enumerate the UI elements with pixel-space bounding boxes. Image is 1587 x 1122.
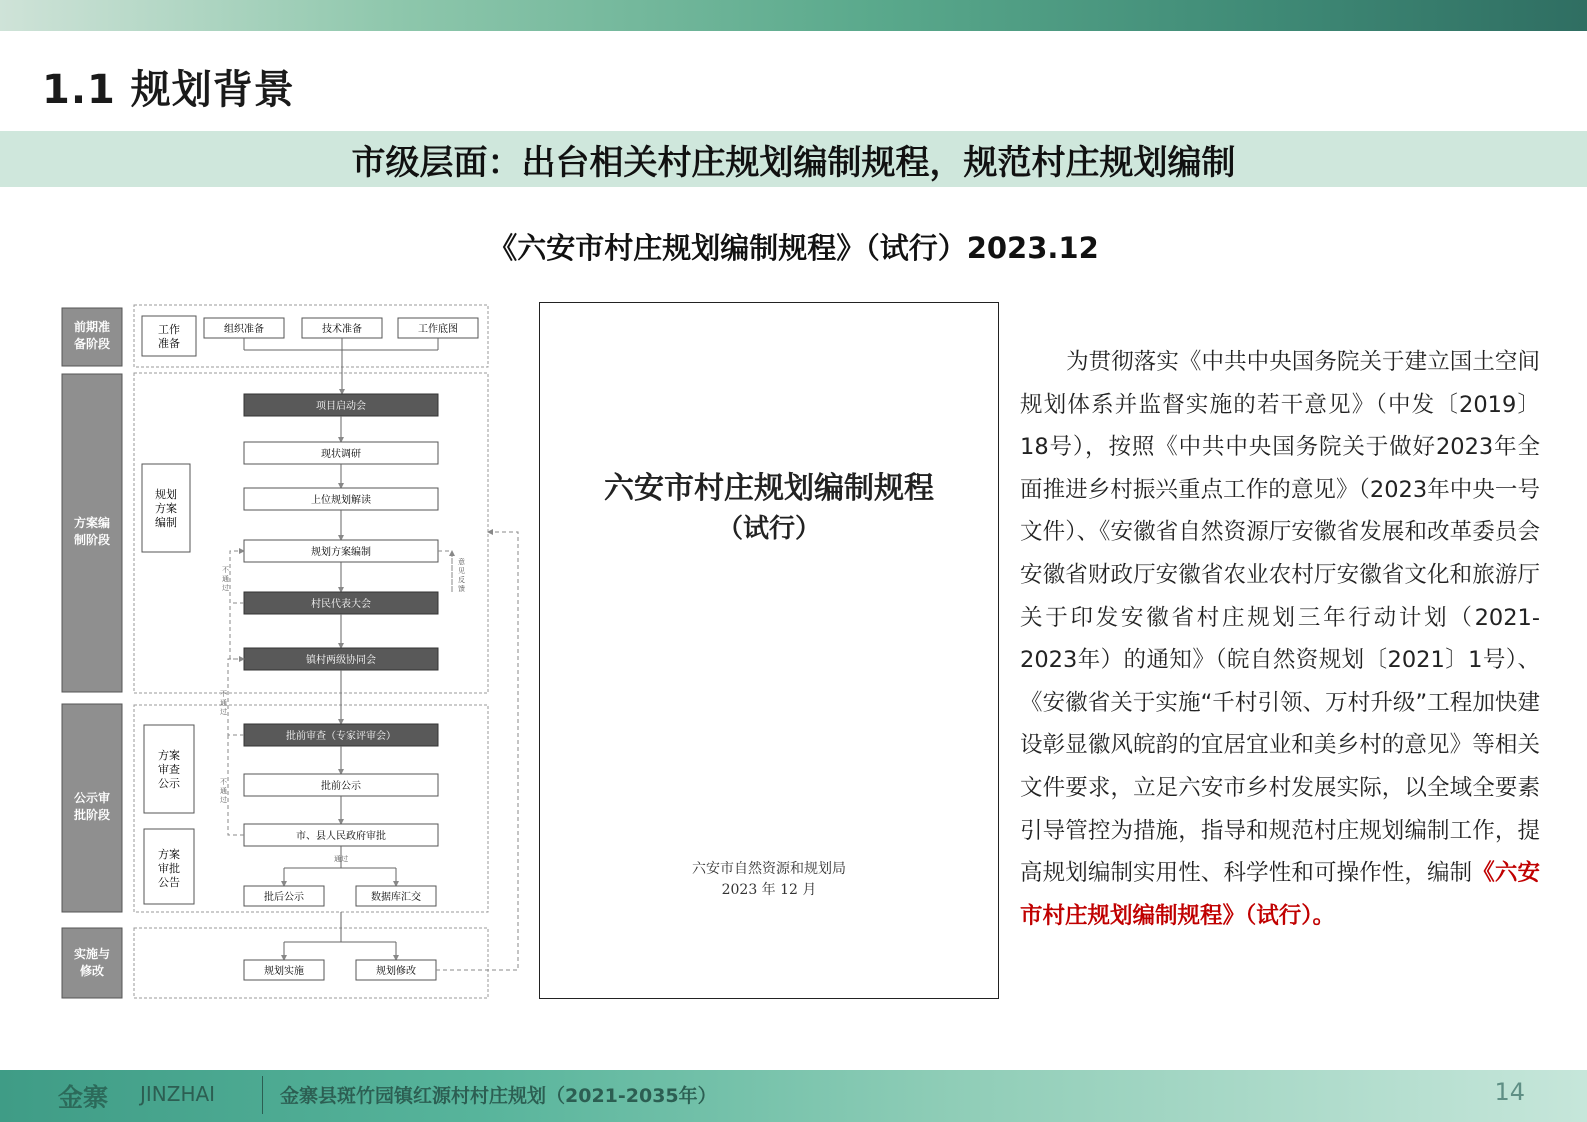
group-approve-l1: 方案	[158, 848, 180, 861]
svg-text:馈: 馈	[458, 585, 465, 593]
group-approve-l3: 公告	[158, 876, 180, 889]
group-plan-design-l1: 规划	[155, 488, 177, 501]
group-approve-l2: 审批	[158, 862, 180, 875]
stage-approve-line1: 公示审	[73, 791, 111, 805]
loop-approval	[228, 735, 244, 835]
group-work-prep-l2: 准备	[158, 337, 180, 350]
footer-brand: 金寨	[58, 1083, 109, 1112]
stage-implement	[62, 928, 122, 998]
loop-villager	[230, 551, 244, 603]
stage-approve	[62, 704, 122, 912]
step-survey-label: 现状调研	[321, 449, 361, 460]
not-pass-2: 不	[220, 690, 227, 698]
subtitle-band	[0, 131, 1587, 187]
document-title: 《六安市村庄规划编制规程》（试行）2023.12	[488, 231, 1099, 265]
stage-approve-line2: 批阶段	[73, 808, 111, 822]
section-title: 1.1 规划背景	[42, 67, 295, 113]
stage-implement-line1: 实施与	[73, 947, 111, 961]
step-villager-meeting-label: 村民代表大会	[311, 599, 371, 610]
stage-design	[62, 374, 122, 692]
svg-text:通: 通	[222, 575, 229, 583]
stage-design-line2: 制阶段	[73, 533, 111, 547]
not-pass-1: 不	[222, 566, 229, 574]
planning-flowchart	[58, 302, 520, 1002]
step-revise-label: 规划修改	[376, 966, 416, 977]
group-review-l1: 方案	[158, 749, 180, 762]
svg-text:过: 过	[222, 584, 229, 592]
svg-text:过: 过	[220, 708, 227, 716]
step-coordination-label: 镇村两级协同会	[306, 655, 376, 666]
cover-subtitle: （试行）	[716, 514, 821, 544]
top-decor-bar	[0, 0, 1587, 31]
footer-brand-en: JINZHAI	[140, 1082, 216, 1106]
feedback-label: 意	[458, 558, 465, 566]
background-paragraph	[1020, 341, 1540, 937]
svg-text:过: 过	[220, 796, 227, 804]
step-post-publicity-label: 批后公示	[264, 892, 304, 903]
svg-text:见: 见	[458, 567, 465, 575]
svg-text:反: 反	[458, 576, 465, 584]
loop-revise	[436, 532, 518, 970]
footer-bar	[0, 1070, 1587, 1122]
not-pass-3: 不	[220, 778, 227, 786]
footer-divider	[262, 1076, 263, 1114]
cover-date: 2023 年 12 月	[721, 882, 817, 898]
stage-implement-line2: 修改	[79, 964, 105, 978]
band-title: 市级层面：出台相关村庄规划编制规程，规范村庄规划编制	[351, 142, 1236, 183]
step-plan-design-label: 规划方案编制	[311, 547, 371, 558]
svg-text:通: 通	[220, 699, 227, 707]
pass-label: 通过	[334, 855, 348, 863]
cover-issuer: 六安市自然资源和规划局	[692, 861, 846, 877]
footer-project-name: 金寨县斑竹园镇红源村村庄规划（2021-2035年）	[280, 1085, 717, 1107]
step-expert-review-label: 批前审查（专家评审会）	[286, 731, 396, 742]
prep-tech-label: 技术准备	[322, 324, 362, 335]
stage-prep-line1: 前期准	[73, 320, 111, 334]
svg-text:通: 通	[220, 787, 227, 795]
prep-basemap-label: 工作底图	[418, 324, 458, 335]
stage-prep	[62, 308, 122, 366]
step-database-label: 数据库汇交	[371, 892, 421, 903]
group-review-l3: 公示	[158, 777, 180, 790]
stage-prep-line2: 备阶段	[73, 337, 111, 351]
cover-title: 六安市村庄规划编制规程	[604, 471, 934, 506]
group-plan-design-l2: 方案	[155, 502, 177, 515]
loop-review	[228, 659, 244, 735]
paragraph-highlight: 《六安市村庄规划编制规程》（试行）。	[1020, 860, 1540, 929]
stage-design-line1: 方案编	[73, 516, 111, 530]
step-pre-publicity-label: 批前公示	[321, 781, 361, 792]
group-work-prep	[142, 316, 196, 356]
paragraph-body: 为贯彻落实《中共中央国务院关于建立国土空间规划体系并监督实施的若干意见》（中发〔2019〕18号），按照《中共中央国务院关于做好2023年全面推进乡村振兴重点工作的意见》（2023年中央一号文件）、《安徽省自然资源厅安徽省发展和改革委员会安徽省财政厅安徽省农业农村厅安徽省文化和旅游厅关于印发安徽省村庄规划三年行动计划（2021-2023年）的通知》（皖自然资规划〔2021〕1号）、《安徽省关于实施“千村引领、万村升级”工程加快建设彰显徽风皖韵的宜居宜业和美乡村的意见》等相关文件要求，立足六安市乡村发展实际，以全域全要素引导管控为措施，指导和规范村庄规划编制工作，提高规划编制实用性、科学性和可操作性，编制	[1020, 349, 1540, 887]
flowchart-svg	[58, 302, 520, 1002]
step-gov-approval-label: 市、县人民政府审批	[296, 831, 386, 842]
page-number: 14	[1494, 1078, 1525, 1106]
step-kickoff-label: 项目启动会	[316, 401, 366, 412]
step-upper-plan-label: 上位规划解读	[311, 495, 371, 506]
step-implement-label: 规划实施	[264, 966, 304, 977]
group-plan-design-l3: 编制	[155, 516, 177, 529]
prep-org-label: 组织准备	[224, 324, 264, 335]
regulation-cover	[539, 302, 999, 999]
group-review-l2: 审查	[158, 763, 180, 776]
group-work-prep-l1: 工作	[158, 323, 180, 336]
